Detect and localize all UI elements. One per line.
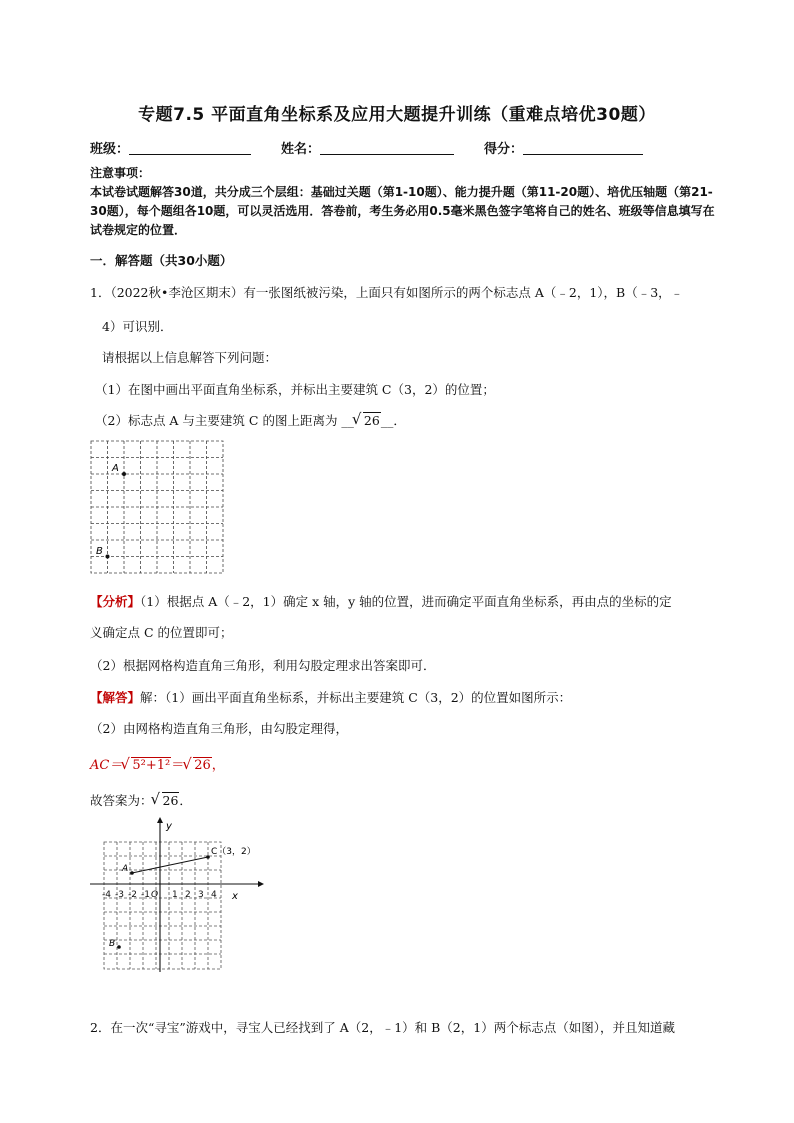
analysis-line3: （2）根据网格构造直角三角形，利用勾股定理求出答案即可．	[90, 658, 436, 673]
name-label: 姓名：	[281, 142, 321, 157]
q1-line1: 1．（2022秋•李沧区期末）有一张图纸被污染，上面只有如图所示的两个标志点 A（﹣2，1），B（﹣3，﹣	[90, 285, 684, 300]
fig2-point-b-dot	[117, 945, 121, 949]
x-tick: -3	[115, 890, 124, 900]
student-info-row	[90, 138, 643, 157]
x-tick: -2	[128, 890, 137, 900]
figure-1-grid	[90, 440, 230, 578]
q1-line3: 请根据以上信息解答下列问题：	[102, 350, 278, 365]
analysis-line2: 义确定点 C 的位置即可；	[90, 625, 233, 640]
q1-part2-text: （2）标志点 A 与主要建筑 C 的图上距离为 __	[95, 413, 354, 428]
y-axis-label: y	[166, 821, 172, 832]
analysis-tag: 【分析】	[90, 594, 141, 609]
x-tick: 3	[198, 890, 204, 900]
point-a-dot	[122, 472, 126, 476]
fig2-point-a-dot	[130, 871, 134, 875]
answer-formula: AC＝√ 5²+1²＝√ 26，	[90, 754, 225, 773]
x-tick: 1	[172, 890, 178, 900]
x-tick: -4	[102, 890, 111, 900]
score-blank[interactable]	[523, 142, 643, 155]
score-label: 得分：	[484, 142, 524, 157]
section-heading: 一．解答题（共30小题）	[90, 253, 233, 268]
answer-tag: 【解答】	[90, 690, 141, 705]
x-tick: -1	[141, 890, 150, 900]
fig2-point-c-dot	[206, 855, 210, 859]
q1-part2-tail: __．	[380, 413, 406, 428]
q1-part1: （1）在图中画出平面直角坐标系，并标出主要建筑 C（3，2）的位置；	[95, 382, 495, 397]
x-tick: 4	[211, 890, 217, 900]
answer-line2: （2）由网格构造直角三角形，由勾股定理得，	[90, 721, 348, 736]
notes-heading: 注意事项：	[90, 166, 151, 180]
point-a-label: A	[112, 463, 119, 474]
class-blank[interactable]	[129, 142, 251, 155]
analysis-line1: 【分析】（1）根据点 A（﹣2，1）确定 x 轴，y 轴的位置，进而确定平面直角坐标系，再由点的坐标的定	[90, 594, 672, 609]
notes-block	[90, 164, 720, 240]
notes-text: 本试卷试题解答30道，共分成三个层组：基础过关题（第1-10题）、能力提升题（第11-20题）、培优压轴题（第21-30题），每个题组各10题，可以灵活选用．答卷前，考生务必用0.5毫米黑色签字笔将自己的姓名、班级等信息填写在试卷规定的位置．	[90, 185, 715, 237]
point-b-dot	[106, 555, 110, 559]
fig2-point-a-label: A	[122, 864, 129, 874]
q1-part2-answer: √ 26	[354, 413, 381, 428]
answer-line1: 【解答】解：（1）画出平面直角坐标系，并标出主要建筑 C（3，2）的位置如图所示：	[90, 690, 572, 705]
point-b-label: B	[96, 546, 103, 557]
q2-line1: 2．在一次“寻宝”游戏中，寻宝人已经找到了 A（2，﹣1）和 B（2，1）两个标志点（如图），并且知道藏	[90, 1020, 675, 1035]
class-label: 班级：	[90, 142, 130, 157]
q1-part2	[95, 411, 406, 429]
figure-2-coordinate-system	[88, 815, 268, 973]
x-tick: 2	[185, 890, 191, 900]
page-title: 专题7.5 平面直角坐标系及应用大题提升训练（重难点培优30题）	[138, 105, 656, 125]
fig2-point-c-label: C（3，2）	[211, 847, 256, 857]
q1-line2: 4）可识别．	[102, 319, 173, 334]
name-blank[interactable]	[320, 142, 454, 155]
origin-label: O	[151, 890, 159, 900]
fig2-point-b-label: B	[109, 939, 116, 949]
final-answer: 故答案为：√ 26．	[90, 791, 192, 809]
x-axis-label: x	[232, 891, 238, 902]
